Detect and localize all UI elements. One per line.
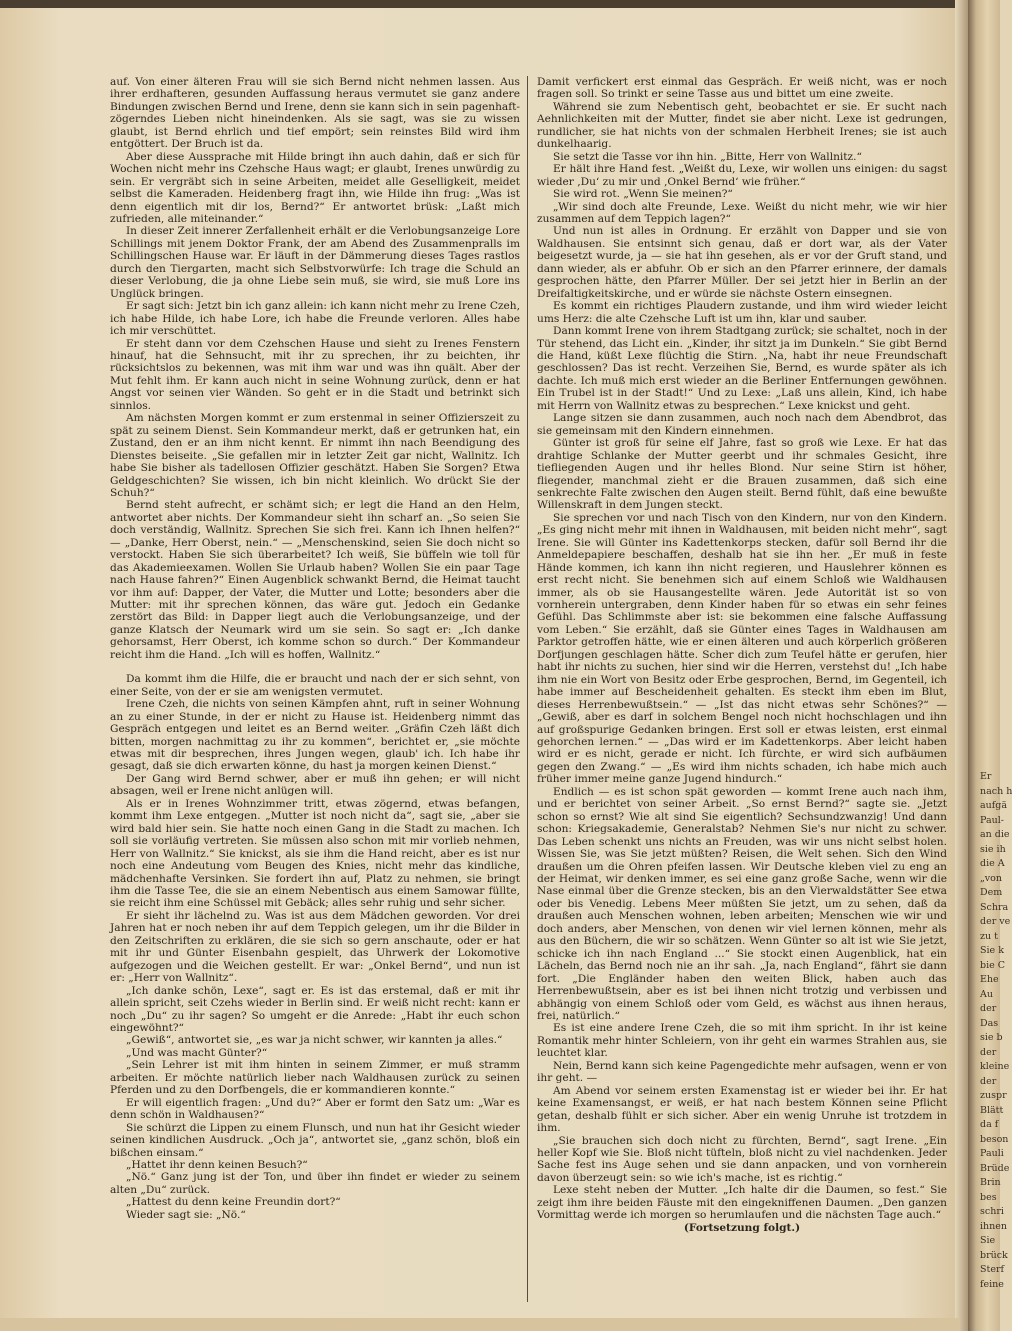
paragraph: Es kommt ein richtiges Plaudern zustande, und ihm wird wieder leicht ums Herz: die alte Czehsche Luft ist um ihn, klar und sauber. [537, 300, 947, 325]
edge-fragment: Blätt [980, 1104, 1004, 1116]
edge-fragment: der [980, 1046, 997, 1058]
edge-fragment: beson [980, 1133, 1009, 1145]
paragraph: „Ich danke schön, Lexe“, sagt er. Es ist das erstemal, daß er mit ihr allein spricht, seit Czehs wieder in Berlin sind. Er weiß nicht recht: kann er noch „Du“ zu ihr sagen? So umgeht er die Anrede: „Habt ihr euch schon eingewöhnt?“ [110, 984, 520, 1034]
paragraph: „Nö.“ Ganz jung ist der Ton, und über ihn findet er wieder zu seinem alten „Du“ zurück. [110, 1171, 520, 1196]
paragraph: Der Gang wird Bernd schwer, aber er muß ihn gehen; er will nicht absagen, weil er Irene nicht anlügen will. [110, 772, 520, 798]
edge-fragment: feine [980, 1278, 1004, 1290]
right-text-column [537, 76, 947, 1314]
edge-fragment: Dem [980, 887, 1003, 898]
edge-fragment: zu t [980, 930, 998, 942]
paragraph: In dieser Zeit innerer Zerfallenheit erhält er die Verlobungsanzeige Lore Schillings mit jenem Doktor Frank, der am Abend des Zusammenpralls im Schillingschen Hause war. Er läuft in der Dämmerung dieses Tages rastlos durch den Tiergarten, macht sich Selbstvorwürfe: Ich trage die Schuld an dieser Verlobung, die ja ohne Liebe sein muß, sie wird, sie muß Lore ins Unglück bringen. [110, 225, 520, 300]
paragraph: Lange sitzen sie dann zusammen, auch noch nach dem Abendbrot, das sie gemeinsam mit den Kindern einnehmen. [537, 412, 947, 437]
paragraph: Am Abend vor seinem ersten Examenstag ist er wieder bei ihr. Er hat keine Examensangst, er weiß, er hat nach bestem Können seine Pflicht getan, deshalb fühlt er sich sicher. Aber ein wenig Unruhe ist trotzdem in ihm. [537, 1084, 947, 1135]
paragraph: Sie sprechen vor und nach Tisch von den Kindern, nur von den Kindern. „Es ging nicht mehr mit ihnen in Waldhausen, mit beiden nicht mehr“, sagt Irene. Sie will Günter ins Kadettenkorps stecken, dafür soll Bernd ihr die Anmeldepapiere beschaffen, deshalb hat sie ihn her. „Er muß in feste Hände kommen, ich kann ihn nicht regieren, und Hauslehrer können es erst recht nicht. Sie benehmen sich auf einem Schloß wie Waldhausen immer, als ob sie Hausangestellte wären. Jede Autorität ist so von vornherein untergraben, denn Kinder haben für so etwas ein sehr feines Gefühl. Das Schlimmste aber ist: sie bekommen eine falsche Auffassung vom Leben.“ Sie erzählt, daß sie Günter eines Tages in Waldhausen am Parktor getroffen hätte, wie er einen älteren und auch körperlich größeren Dorfjungen geschlagen hätte. Scher dich zum Teufel hätte er gerufen, hier habt ihr nichts zu suchen, hier sind wir die Herren, verstehst du! „Ich habe ihm nie ein Wort von Besitz oder Erbe gesprochen, Bernd, im Gegenteil, ich habe immer auf Bescheidenheit gehalten. Es steckt ihm eben im Blut, dieses Herrenbewußtsein.“ — „Ist das nicht etwas sehr Schönes?“ — „Gewiß, aber es darf in solchem Bengel noch nicht hochschlagen und ihn auf großspurige Gedanken bringen. Erst soll er etwas leisten, erst einmal gehorchen lernen.“ — „Das wird er im Kadettenkorps. Aber leicht haben wird er es nicht, gerade er nicht. Ich fürchte, er wird sich aufbäumen gegen den Zwang.“ — „Es wird ihm nichts schaden, ich habe mich auch früher immer meine ganze Jugend hindurch.“ [537, 511, 947, 786]
page-spine-shadow [955, 0, 969, 1331]
paragraph: Er sagt sich: Jetzt bin ich ganz allein: ich kann nicht mehr zu Irene Czeh, ich habe Hilde, ich habe Lore, ich habe die Freunde verloren. Alles habe ich mir verschüttet. [110, 300, 520, 338]
edge-fragment: bes [980, 1191, 997, 1203]
paragraph: Und nun ist alles in Ordnung. Er erzählt von Dapper und sie von Waldhausen. Sie entsinnt sich genau, daß er dort war, als der Vater beigesetzt wurde, ja — sie hat ihn gesehen, als er vor der Gruft stand, und dann wieder, als er abfuhr. Ob er sich an den Pfarrer erinnere, der damals gesprochen hätte, den Pfarrer Müller. Der sei jetzt hier in Berlin an der Dreifaltigkeitskirche, und er würde sie nächste Ostern einsegnen. [537, 225, 947, 300]
edge-fragment: Er [980, 771, 992, 782]
paragraph: Während sie zum Nebentisch geht, beobachtet er sie. Er sucht nach Aehnlichkeiten mit der Mutter, findet sie aber nicht. Lexe ist gedrungen, rundlicher, sie hat nichts von der schmalen Herbheit Irenes; sie ist auch dunkelhaarig. [537, 100, 947, 151]
edge-fragment: sie b [980, 1032, 1003, 1043]
edge-fragment: Au [980, 988, 993, 1000]
page-top-edge [0, 0, 1000, 8]
page-bottom-edge [0, 1318, 960, 1331]
paragraph: Wieder sagt sie: „Nö.“ [126, 1208, 246, 1221]
paragraph: Lexe steht neben der Mutter. „Ich halte dir die Daumen, so fest.“ Sie zeigt ihm ihre beiden Fäuste mit den eingekniffenen Daumen. „Den ganzen Vormittag werde ich morgen so herumlaufen und die nächsten Tage auch.“ [537, 1184, 947, 1222]
paragraph: Da kommt ihm die Hilfe, die er braucht und nach der er sich sehnt, von einer Seite, von der er sie am wenigsten vermutet. [110, 673, 520, 698]
edge-fragment: der [980, 1075, 997, 1087]
paragraph: „Sein Lehrer ist mit ihm hinten in seinem Zimmer, er muß stramm arbeiten. Er möchte natürlich lieber nach Waldhausen zurück zu seinen Pferden und zu den Dorfbengels, die er kommandieren konnte.“ [110, 1059, 520, 1097]
paragraph: „Hattest du denn keine Freundin dort?“ [126, 1196, 341, 1209]
edge-fragment: sie ih [980, 843, 1006, 855]
edge-fragment: der [980, 1003, 997, 1014]
paragraph: Es ist eine andere Irene Czeh, die so mit ihm spricht. In ihr ist keine Romantik mehr hinter Schleiern, von ihr geht ein warmes Strahlen aus, sie leuchtet klar. [537, 1022, 947, 1060]
edge-fragment: „von [980, 872, 1002, 884]
paragraph: Bernd steht aufrecht, er schämt sich; er legt die Hand an den Helm, antwortet aber nichts. Der Kommandeur sieht ihn scharf an. „So seien Sie doch verständig, Wallnitz. Sprechen Sie sich frei. Kann ich Ihnen helfen?“ — „Danke, Herr Oberst, nein.“ — „Menschenskind, seien Sie doch nicht so verstockt. Haben Sie sich überarbeitet? Ich weiß, Sie büffeln wie toll für das Akademieexamen. Wollen Sie Urlaub haben? Wollen Sie ein paar Tage nach Hause fahren?“ Einen Augenblick schwankt Bernd, die Heimat taucht vor ihm auf: Dapper, der Vater, die Mutter und Lotte; besonders aber die Mutter: mit ihr sprechen können, das wäre gut. Jedoch ein Gedanke zerstört das Bild: in Dapper liegt auch die Verlobungsanzeige, und der ganze Klatsch der Neumark wird um sie sein. So sagt er: „Ich danke gehorsamst, Herr Oberst, ich komme schon so durch.“ Der Kommandeur reicht ihm die Hand. „Ich will es hoffen, Wallnitz.“ [110, 499, 520, 661]
paragraph: Aber diese Aussprache mit Hilde bringt ihn auch dahin, daß er sich für Wochen nicht mehr ins Czehsche Haus wagt; er glaubt, Irenes unwürdig zu sein. Er vergräbt sich in seine Arbeiten, meidet alle Geselligkeit, meidet selbst die Kameraden. Heidenberg fragt ihn, wie Hilde ihn frug: „Was ist denn eigentlich mit dir los, Bernd?“ Er antwortet brüsk: „Laßt mich zufrieden, alle miteinander.“ [110, 150, 520, 225]
edge-fragment: Brin [980, 1177, 1001, 1188]
edge-fragment: Schra [980, 901, 1009, 913]
paragraph: „Und was macht Günter?“ [126, 1046, 268, 1059]
paragraph: Er steht dann vor dem Czehschen Hause und sieht zu Irenes Fenstern hinauf, hat die Sehnsucht, mit ihr zu sprechen, ihr zu beichten, ihr rücksichtslos zu bekennen, was mit ihm war und was ihn quält. Aber der Mut fehlt ihm. Er kann auch nicht in seine Wohnung zurück, denn er hat Angst vor seinen vier Wänden. So geht er in die Stadt und betrinkt sich sinnlos. [110, 337, 520, 412]
paragraph: „Hattet ihr denn keinen Besuch?“ [126, 1158, 308, 1171]
edge-fragment: Sie [980, 1235, 996, 1246]
paragraph: Am nächsten Morgen kommt er zum erstenmal in seiner Offizierszeit zu spät zu seinem Dienst. Sein Kommandeur merkt, daß er getrunken hat, ein Zustand, den er an ihm nicht kennt. Er nimmt ihn nach Beendigung des Dienstes beiseite. „Sie gefallen mir in letzter Zeit gar nicht, Wallnitz. Ich habe Sie bisher als tadellosen Offizier geschätzt. Haben Sie Sorgen? Etwa Geldgeschichten? Sie wissen, ich bin nicht kleinlich. Wo drückt Sie der Schuh?“ [110, 412, 520, 499]
continuation-note: (Fortsetzung folgt.) [683, 1221, 801, 1234]
edge-fragment: kleine [980, 1061, 1010, 1072]
edge-fragment: bie C [980, 959, 1006, 971]
edge-fragment: brück [980, 1249, 1008, 1261]
edge-fragment: Das [980, 1017, 999, 1029]
column-rule [527, 76, 528, 1302]
edge-fragment: zuspr [980, 1090, 1007, 1101]
edge-fragment: Brüde [980, 1162, 1010, 1174]
edge-fragment: Pauli [980, 1148, 1004, 1159]
left-text-column [110, 76, 520, 1314]
paragraph: Günter ist groß für seine elf Jahre, fast so groß wie Lexe. Er hat das drahtige Schlanke der Mutter geerbt und ihr schmales Gesicht, ihre tiefliegenden Augen und ihr helles Blond. Nur seine Stirn ist höher, fliegender, manchmal zieht er die Brauen zusammen, daß sich eine senkrechte Falte zwischen den Augen steilt. Bernd fühlt, daß eine bewußte Willenskraft in dem Jungen steckt. [537, 437, 947, 512]
paragraph: „Gewiß“, antwortet sie, „es war ja nicht schwer, wir kannten ja alles.“ [126, 1034, 503, 1047]
paragraph: Er will eigentlich fragen: „Und du?“ Aber er formt den Satz um: „War es denn schön in Waldhausen?“ [110, 1096, 520, 1122]
edge-fragment: Sie k [980, 945, 1004, 956]
edge-fragment: Paul- [980, 814, 1004, 826]
paragraph: Sie setzt die Tasse vor ihn hin. „Bitte, Herr von Wallnitz.“ [553, 150, 862, 163]
paragraph: Dann kommt Irene von ihrem Stadtgang zurück; sie schaltet, noch in der Tür stehend, das Licht ein. „Kinder, ihr sitzt ja im Dunkeln.“ Sie gibt Bernd die Hand, küßt Lexe flüchtig die Stirn. „Na, habt ihr neue Freundschaft geschlossen? Das ist recht. Verzeihen Sie, Bernd, es wurde später als ich dachte. Ich muß mich erst wieder an die Berliner Entfernungen gewöhnen. Ein Trubel ist in der Stadt!“ Und zu Lexe: „Laß uns allein, Kind, ich habe mit Herrn von Wallnitz etwas zu besprechen.“ Lexe knickst und geht. [537, 325, 947, 412]
paragraph: „Wir sind doch alte Freunde, Lexe. Weißt du nicht mehr, wie wir hier zusammen auf dem Teppich lagen?“ [537, 200, 947, 225]
edge-fragment: der ve [980, 916, 1011, 927]
paragraph: Sie schürzt die Lippen zu einem Flunsch, und nun hat ihr Gesicht wieder seinen kindlichen Ausdruck. „Och ja“, antwortet sie, „ganz schön, bloß ein bißchen einsam.“ [110, 1121, 520, 1159]
paragraph: Er sieht ihr lächelnd zu. Was ist aus dem Mädchen geworden. Vor drei Jahren hat er noch neben ihr auf dem Teppich gelegen, um ihr die Bilder in den Zeitschriften zu erklären, die sie sich so gern anschaute, oder er hat mit ihr und Günter Eisenbahn gespielt, das Uhrwerk der Lokomotive aufgezogen und die Weichen gestellt. Er war: „Onkel Bernd“, und nun ist er: „Herr von Wallnitz“. [110, 909, 520, 985]
paragraph: Sie wird rot. „Wenn Sie meinen?“ [553, 188, 733, 201]
paragraph: Nein, Bernd kann sich keine Pagengedichte mehr aufsagen, wenn er von ihr geht. — [537, 1059, 947, 1085]
edge-fragment: Ehe [980, 974, 999, 985]
edge-fragment: schri [980, 1206, 1004, 1217]
paragraph: Damit verfickert erst einmal das Gespräch. Er weiß nicht, was er noch fragen soll. So trinkt er seine Tasse aus und bittet um eine zweite. [537, 76, 947, 101]
paragraph: Endlich — es ist schon spät geworden — kommt Irene auch nach ihm, und er berichtet von seiner Arbeit. „So ernst Bernd?“ sagte sie. „Jetzt schon so ernst? Wie alt sind Sie eigentlich? Sechsundzwanzig! Und dann schon: Kriegsakademie, Generalstab? Nehmen Sie's nur nicht zu schwer. Das Leben schenkt uns nichts an Freuden, was wir uns nicht selbst holen. Wissen Sie, was Sie jetzt müßten? Reisen, die Welt sehen. Sich den Wind draußen um die Ohren pfeifen lassen. Wir Deutsche kleben viel zu eng an der Heimat, wir denken immer, es sei eine ganz große Sache, wenn wir die Nase einmal über die Grenze stecken, bis an den Vierwaldstätter See etwa oder bis Venedig. Lebens Meer müßten Sie jetzt, um zu sehen, daß da draußen auch Menschen wohnen, leben arbeiten; Menschen wie wir und doch anders, aber Menschen, von denen wir viel lernen können, mehr als aus den Büchern, die wir so schätzen. Wenn Günter so alt ist wie Sie jetzt, schicke ich ihn nach England ...“ Sie stockt einen Augenblick, hat ein Lächeln, das Bernd noch nie an ihr sah. „Ja, nach England“, fährt sie dann fort. „Die Engländer haben den weiten Blick, haben auch das Herrenbewußtsein, aber es ist bei ihnen nicht trotzig und verbissen und abhängig von einem Schloß oder vom Geld, es wächst aus ihnen heraus, frei, natürlich.“ [537, 785, 947, 1022]
paragraph: auf. Von einer älteren Frau will sie sich Bernd nicht nehmen lassen. Aus ihrer erdhafteren, gesunden Auffassung heraus vermutet sie ganz andere Bindungen zwischen Bernd und Irene, denn sie kann sich in sein pagenhaft-zögerndes Lieben nicht hineindenken. Als sie sagt, was sie zu wissen glaubt, ist Bernd ehrlich und tief empört; sein reinstes Bild wird ihm entgöttert. Der Bruch ist da. [110, 76, 520, 151]
paragraph: Irene Czeh, die nichts von seinen Kämpfen ahnt, ruft in seiner Wohnung an zu einer Stunde, in der er nicht zu Hause ist. Heidenberg nimmt das Gespräch entgegen und leitet es an Bernd weiter. „Gräfin Czeh läßt dich bitten, morgen nachmittag zu ihr zu kommen“, berichtet er, „sie möchte etwas mit dir besprechen, ihres Jungen wegen, glaub' ich. Ich habe ihr gesagt, daß sie dich erwarten könne, du hast ja morgen keinen Dienst.“ [110, 698, 520, 773]
edge-fragment: da f [980, 1119, 999, 1130]
paragraph: Er hält ihre Hand fest. „Weißt du, Lexe, wir wollen uns einigen: du sagst wieder ‚Du‘ zu mir und ‚Onkel Bernd‘ wie früher.“ [537, 163, 947, 188]
edge-fragment: ihnen [980, 1220, 1008, 1232]
adjacent-page-fragments [980, 770, 1012, 1292]
edge-fragment: nach h [980, 785, 1012, 797]
edge-fragment: die A [980, 858, 1005, 869]
edge-fragment: an die [980, 829, 1010, 840]
paragraph: „Sie brauchen sich doch nicht zu fürchten, Bernd“, sagt Irene. „Ein heller Kopf wie Sie. Bloß nicht tüfteln, bloß nicht zu viel nachdenken. Jeder Sache fest ins Auge sehen und sie dann anpacken, und von vornherein davon überzeugt sein: so wie ich's mache, ist es richtig.“ [537, 1134, 947, 1184]
edge-fragment: Sterf [980, 1264, 1005, 1275]
paragraph: Als er in Irenes Wohnzimmer tritt, etwas zögernd, etwas befangen, kommt ihm Lexe entgegen. „Mutter ist noch nicht da“, sagt sie, „aber sie wird bald hier sein. Sie hatte noch einen Gang in die Stadt zu machen. Ich soll sie vorläufig vertreten. Sie müssen also schon mit mir vorlieb nehmen, Herr von Wallnitz.“ Sie knickst, als sie ihm die Hand reicht, aber es ist nur noch eine Andeutung vom Beugen des Knies, nicht mehr das kindliche, mädchenhafte Versinken. Sie fordert ihn auf, Platz zu nehmen, sie bringt ihm die Tasse Tee, die sie an einem Nebentisch aus einem Samowar füllte, sie reicht ihm eine Schüssel mit Gebäck; alles sehr ruhig und sehr sicher. [110, 797, 520, 910]
edge-fragment: aufgä [980, 800, 1008, 811]
